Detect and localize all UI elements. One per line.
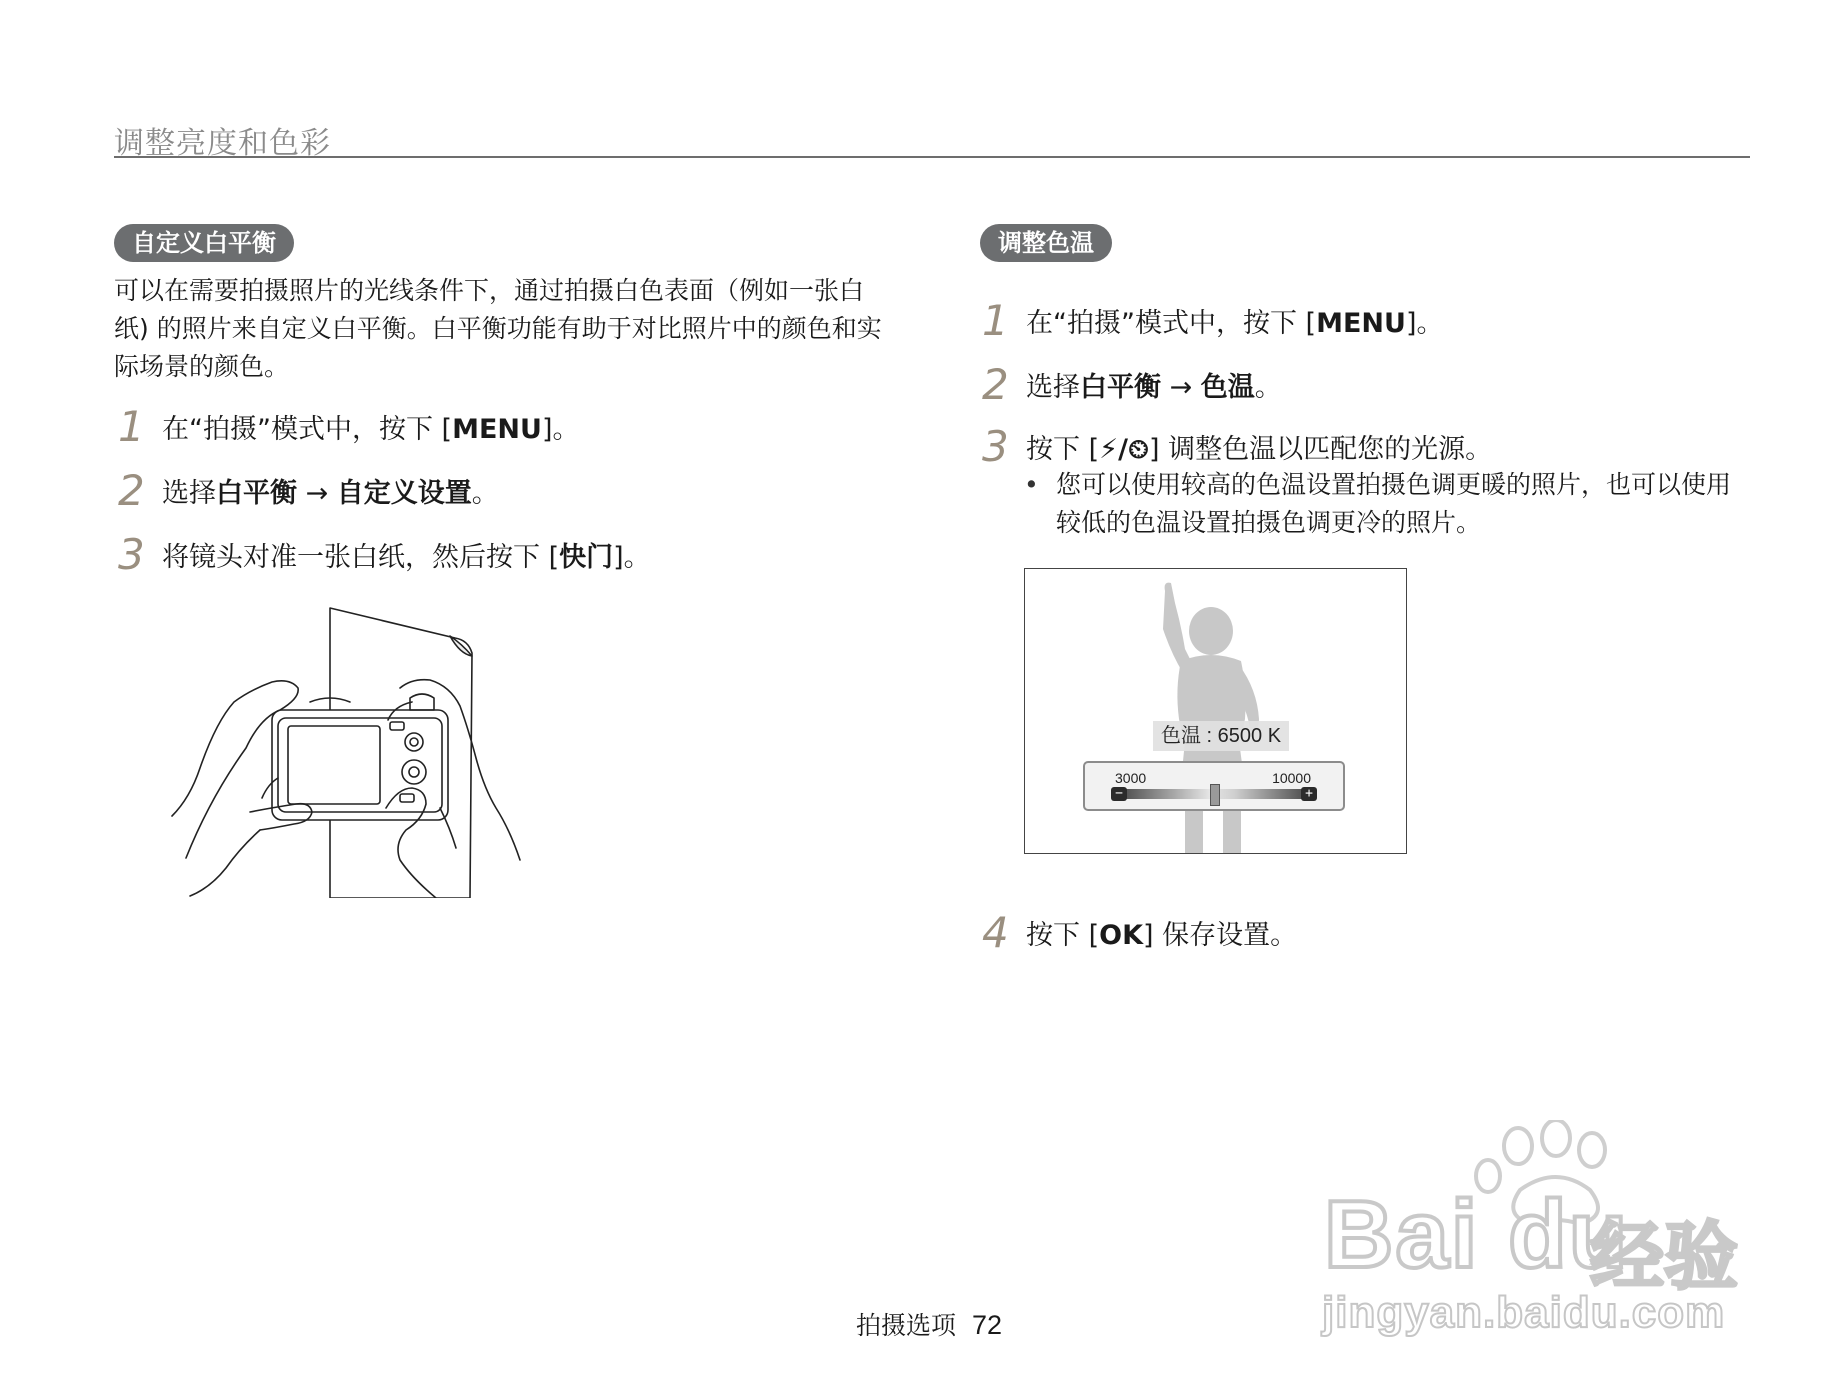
watermark-cn: 经验 bbox=[1590, 1214, 1738, 1300]
left-step-1 bbox=[118, 402, 579, 451]
plus-icon[interactable]: + bbox=[1301, 787, 1317, 801]
color-temperature-tip bbox=[1024, 466, 1744, 542]
step-number: 3 bbox=[982, 422, 1009, 471]
minus-icon[interactable]: − bbox=[1111, 787, 1127, 801]
right-step-4 bbox=[982, 908, 1297, 957]
right-step-3 bbox=[982, 422, 1492, 471]
bullet-dot-icon: • bbox=[1024, 470, 1039, 499]
left-step-2 bbox=[118, 466, 499, 515]
page-number: 72 bbox=[972, 1310, 1003, 1340]
left-step-3 bbox=[118, 530, 651, 579]
camera-screen-preview bbox=[1024, 568, 1407, 854]
step-text: 按下 [⚡/⏲] 调整色温以匹配您的光源。 bbox=[1026, 434, 1493, 465]
step-text: 将镜头对准一张白纸，然后按下 [快门]。 bbox=[162, 542, 651, 573]
watermark-brand: Bai du bbox=[1324, 1181, 1630, 1288]
step-text: 在“拍摄”模式中，按下 [MENU]。 bbox=[1026, 308, 1444, 339]
step-number: 1 bbox=[118, 402, 145, 451]
right-step-2 bbox=[982, 360, 1282, 409]
step-text: 按下 [OK] 保存设置。 bbox=[1026, 920, 1298, 951]
page-header-title: 调整亮度和色彩 bbox=[114, 126, 331, 161]
step-number: 4 bbox=[982, 908, 1009, 957]
step-number: 2 bbox=[118, 466, 145, 515]
color-temperature-value-label: 色温 : 6500 K bbox=[1153, 721, 1289, 751]
camera-white-paper-illustration bbox=[150, 598, 530, 898]
step-text: 在“拍摄”模式中，按下 [MENU]。 bbox=[162, 414, 580, 445]
step-number: 1 bbox=[982, 296, 1009, 345]
step-number: 2 bbox=[982, 360, 1009, 409]
right-step-1 bbox=[982, 296, 1443, 345]
slider-thumb[interactable] bbox=[1210, 784, 1220, 806]
page-footer bbox=[856, 1306, 1002, 1342]
section-title-color-temperature: 调整色温 bbox=[980, 224, 1112, 262]
color-temperature-slider[interactable] bbox=[1083, 761, 1345, 811]
step-number: 3 bbox=[118, 530, 145, 579]
step-text: 选择白平衡 → 自定义设置。 bbox=[162, 478, 499, 509]
slider-min-label: 3000 bbox=[1115, 770, 1147, 786]
watermark-url: jingyan.baidu.com bbox=[1322, 1288, 1726, 1337]
step-text: 选择白平衡 → 色温。 bbox=[1026, 372, 1282, 403]
header-divider bbox=[114, 156, 1750, 158]
flash-timer-icon: ⚡/⏲ bbox=[1099, 434, 1150, 465]
tip-text: 您可以使用较高的色温设置拍摄色调更暖的照片，也可以使用较低的色温设置拍摄色调更冷的照片。 bbox=[1056, 470, 1732, 537]
section-title-custom-white-balance: 自定义白平衡 bbox=[114, 224, 294, 262]
intro-paragraph: 可以在需要拍摄照片的光线条件下，通过拍摄白色表面（例如一张白纸) 的照片来自定义白平衡。白平衡功能有助于对比照片中的颜色和实际场景的颜色。 bbox=[114, 276, 882, 381]
footer-section-name: 拍摄选项 bbox=[856, 1311, 957, 1340]
baidu-jingyan-watermark bbox=[1310, 1120, 1750, 1340]
slider-max-label: 10000 bbox=[1272, 770, 1311, 786]
